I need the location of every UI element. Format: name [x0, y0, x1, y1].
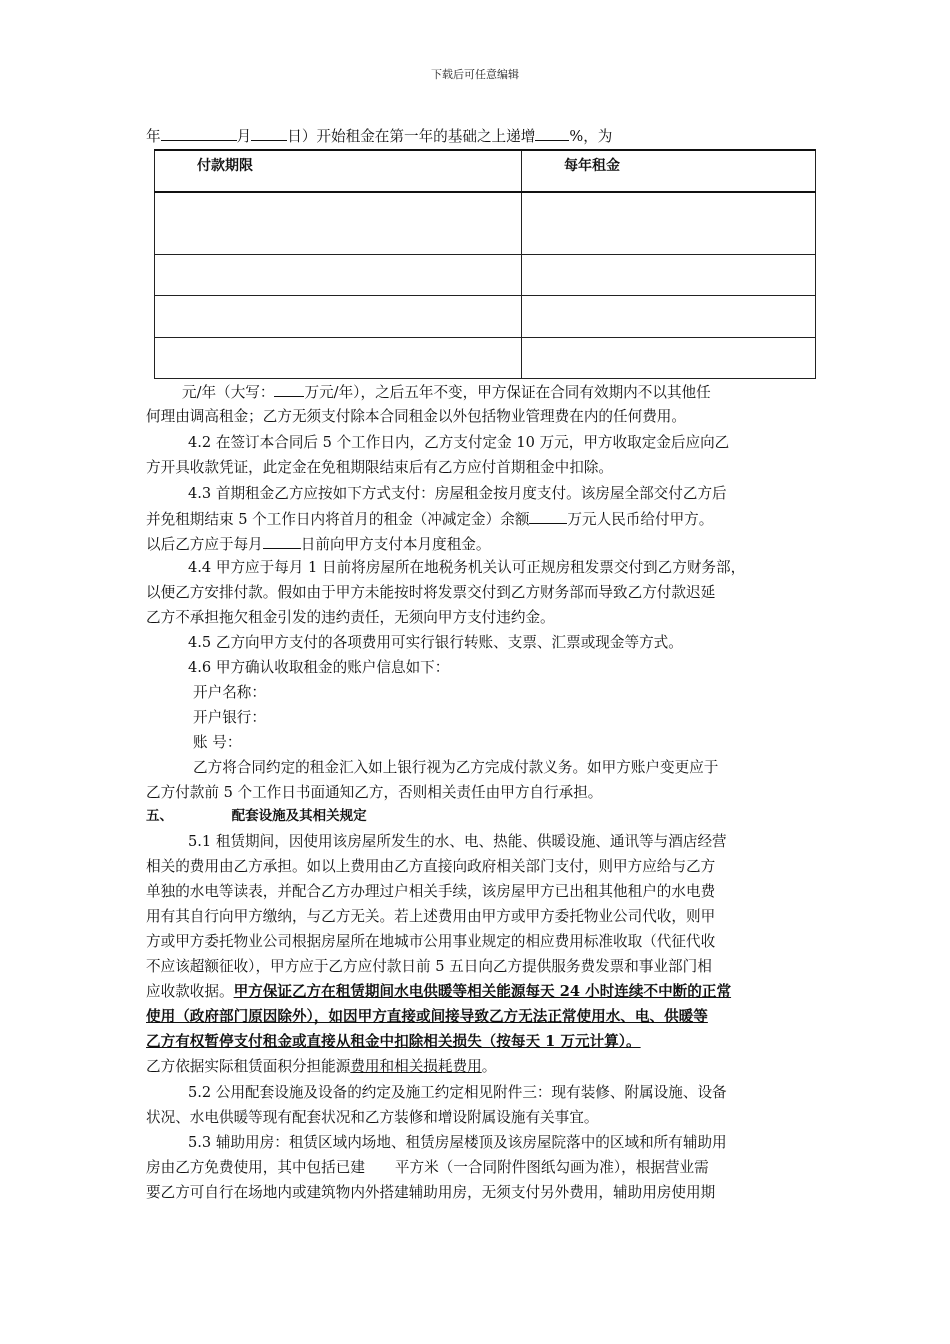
text-line: 4.5 乙方向甲方支付的各项费用可实行银行转账、支票、汇票或现金等方式。: [188, 634, 683, 651]
table-cell[interactable]: [522, 337, 816, 378]
text-line: [146, 1057, 496, 1077]
text-line: 相关的费用由乙方承担。如以上费用由乙方直接向政府相关部门支付，则甲方应给与乙方: [146, 858, 716, 875]
text-line: [182, 382, 711, 403]
text-line: 4.4 甲方应于每月 1 日前将房屋所在地税务机关认可正规房租发票交付到乙方财务部，: [188, 559, 746, 576]
percent-blank[interactable]: [535, 126, 569, 141]
text-line: 5.1 租赁期间，因使用该房屋所发生的水、电、热能、供暖设施、通讯等与酒店经营: [188, 833, 727, 850]
percent-label: %，为: [569, 128, 613, 145]
text-line: 要乙方可自行在场地内或建筑物内外搭建辅助用房，无须支付另外费用，辅助用房使用期: [146, 1184, 716, 1201]
text-line: 不应该超额征收），甲方应于乙方应付款日前 5 五日向乙方提供服务费发票和事业部门相: [146, 958, 712, 975]
amount-blank[interactable]: [274, 382, 304, 397]
text-line: 方或甲方委托物业公司根据房屋所在地城市公用事业规定的相应费用标准收取（代征代收: [146, 933, 716, 950]
text: 万元人民币给付甲方。: [567, 511, 714, 528]
utility-guarantee-clause-end: 乙方有权暂停支付租金或直接从租金中扣除相关损失（按每天 1 万元计算）。: [146, 1033, 641, 1050]
text: 应收款收据。: [146, 983, 234, 1000]
text-line: 4.3 首期租金乙方应按如下方式支付：房屋租金按月度支付。该房屋全部交付乙方后: [188, 485, 727, 502]
rent-schedule-table: [154, 149, 816, 379]
table-cell[interactable]: [522, 296, 816, 337]
table-cell[interactable]: [155, 337, 522, 378]
text-line: 5.2 公用配套设施及设备的约定及施工约定相见附件三：现有装修、附属设施、设备: [188, 1084, 727, 1101]
utility-guarantee-clause: 甲方保证乙方在租赁期间水电供暖等相关能源每天 24 小时连续不中断的正常: [233, 983, 732, 1000]
section-title: 配套设施及其相关规定: [231, 808, 367, 824]
pay-day-blank[interactable]: [263, 534, 301, 549]
text: 并免租期结束 5 个工作日内将首月的租金（冲减定金）余额: [146, 511, 530, 528]
balance-blank[interactable]: [529, 509, 567, 524]
payment-period-header: 付款期限: [155, 150, 522, 192]
account-name-label: 开户名称：: [193, 684, 266, 701]
text: 日前向甲方支付本月度租金。: [300, 536, 491, 553]
text-line: 4.6 甲方确认收取租金的账户信息如下：: [188, 659, 450, 676]
year-label: 年: [146, 128, 161, 145]
text: 平方米（一合同附件图纸勾画为准），根据营业需: [394, 1159, 709, 1176]
account-number-label: 账 号：: [193, 734, 242, 751]
text: 房由乙方免费使用，其中包括已建: [146, 1159, 365, 1176]
table-cell[interactable]: [155, 296, 522, 337]
utility-guarantee-clause-cont: 使用（政府部门原因除外），如因甲方直接或间接导致乙方无法正常使用水、电、供暖等: [146, 1008, 708, 1025]
text-line: 用有其自行向甲方缴纳，与乙方无关。若上述费用由甲方或甲方委托物业公司代收，则甲: [146, 908, 716, 925]
year-blank[interactable]: [161, 126, 237, 141]
table-cell[interactable]: [155, 192, 522, 254]
table-row: [155, 254, 816, 295]
text: 。: [481, 1058, 497, 1075]
text-line: 乙方将合同约定的租金汇入如上银行视为乙方完成付款义务。如甲方账户变更应于: [193, 759, 719, 776]
table-cell[interactable]: [155, 254, 522, 295]
table-header-row: [155, 150, 816, 192]
text-line: 方开具收款凭证，此定金在免租期限结束后有乙方应付首期租金中扣除。: [146, 459, 614, 476]
text-line: 乙方不承担拖欠租金引发的违约责任，无须向甲方支付违约金。: [146, 609, 555, 626]
text-line: [146, 534, 491, 555]
text: 乙方依据实际租赁面积分担能源: [146, 1058, 351, 1075]
text-line: [146, 982, 731, 1002]
text-line: 4.2 在签订本合同后 5 个工作日内，乙方支付定金 10 万元，甲方收取定金后应向乙: [188, 434, 730, 451]
section-five-heading: [146, 806, 367, 826]
table-row: [155, 337, 816, 378]
energy-cost-text: 费用和相关损耗费用: [350, 1058, 482, 1075]
account-bank-label: 开户银行：: [193, 709, 266, 726]
text-line: 5.3 辅助用房：租赁区域内场地、租赁房屋楼顶及该房屋院落中的区域和所有辅助用: [188, 1134, 727, 1151]
text-line: 以便乙方安排付款。假如由于甲方未能按时将发票交付到乙方财务部而导致乙方付款迟延: [146, 584, 716, 601]
text-line: 单独的水电等读表，并配合乙方办理过户相关手续，该房屋甲方已出租其他租户的水电费: [146, 883, 716, 900]
text-line: 状况、水电供暖等现有配套状况和乙方装修和增设附属设施有关事宜。: [146, 1109, 599, 1126]
day-label: 日）开始租金在第一年的基础之上递增: [287, 128, 536, 145]
table-cell[interactable]: [522, 192, 816, 254]
text-line: [146, 509, 713, 530]
text: 元/年（大写：: [182, 384, 275, 401]
annual-rent-header: 每年租金: [522, 150, 816, 192]
table-row: [155, 296, 816, 337]
text: 以后乙方应于每月: [146, 536, 263, 553]
text: 万元/年），之后五年不变，甲方保证在合同有效期内不以其他任: [304, 384, 711, 401]
text-line: 何理由调高租金；乙方无须支付除本合同租金以外包括物业管理费在内的任何费用。: [146, 408, 686, 425]
section-number: 五、: [146, 808, 173, 824]
page-header: 下载后可任意编辑: [431, 68, 519, 81]
text-line: [146, 1158, 709, 1178]
month-blank[interactable]: [251, 126, 287, 141]
text-line: 乙方付款前 5 个工作日书面通知乙方，否则相关责任由甲方自行承担。: [146, 784, 603, 801]
month-label: 月: [236, 128, 252, 145]
table-cell[interactable]: [522, 254, 816, 295]
rent-increase-line: [146, 126, 612, 147]
table-row: [155, 192, 816, 254]
